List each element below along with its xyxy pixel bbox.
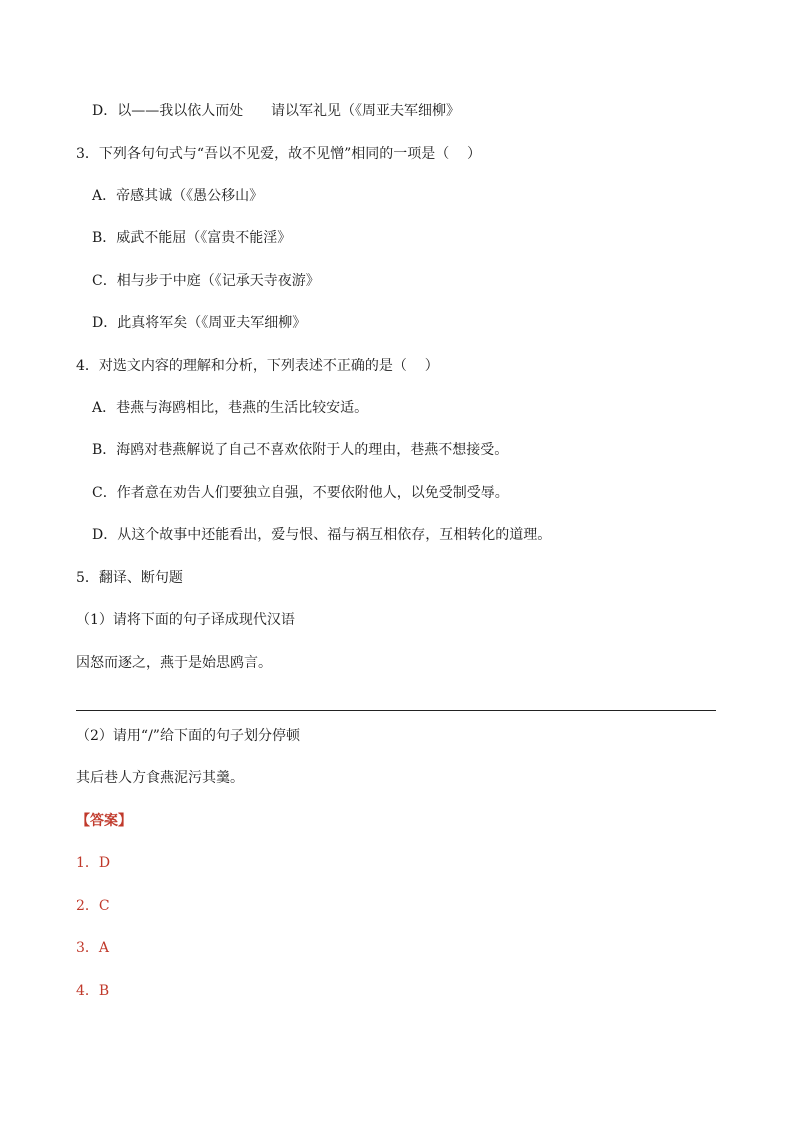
q3-option-a: A．帝感其诚（《愚公移山》 — [92, 188, 264, 204]
q3-option-c: C．相与步于中庭（《记承天寺夜游》 — [92, 273, 320, 289]
q2-option-d-label: D．以——我以依人而处 — [92, 103, 244, 119]
q3-stem: 3．下列各句句式与“吾以不见爱，故不见憎”相同的一项是（ ） — [76, 146, 482, 162]
q5-stem: 5．翻译、断句题 — [76, 570, 183, 586]
q5-part2-sentence: 其后巷人方食燕泥污其羹。 — [76, 770, 244, 786]
answer-item: 2．C — [76, 898, 110, 914]
q5-part1-prompt: （1）请将下面的句子译成现代汉语 — [76, 612, 295, 628]
q5-part1-sentence: 因怒而逐之，燕于是始思鸥言。 — [76, 655, 272, 671]
q2-option-d-example: 请以军礼见（《周亚夫军细柳》 — [271, 103, 460, 119]
q3-option-d: D．此真将军矣（《周亚夫军细柳》 — [92, 315, 307, 331]
q4-option-b: B．海鸥对巷燕解说了自己不喜欢依附于人的理由，巷燕不想接受。 — [92, 442, 509, 458]
answer-item: 4．B — [76, 983, 110, 999]
q3-option-b: B．威武不能屈（《富贵不能淫》 — [92, 230, 292, 246]
answer-item: 3．A — [76, 940, 110, 956]
answer-heading: 【答案】 — [76, 813, 132, 829]
q4-option-c: C．作者意在劝告人们要独立自强，不要依附他人，以免受制受辱。 — [92, 485, 509, 501]
q4-option-a: A．巷燕与海鸥相比，巷燕的生活比较安适。 — [92, 400, 369, 416]
answer-item: 1．D — [76, 855, 111, 871]
answer-line — [76, 710, 716, 711]
q4-stem: 4．对选文内容的理解和分析，下列表述不正确的是（ ） — [76, 358, 439, 374]
q4-option-d: D．从这个故事中还能看出，爱与恨、福与祸互相依存，互相转化的道理。 — [92, 527, 552, 543]
q5-part2-prompt: （2）请用“/”给下面的句子划分停顿 — [76, 728, 300, 744]
